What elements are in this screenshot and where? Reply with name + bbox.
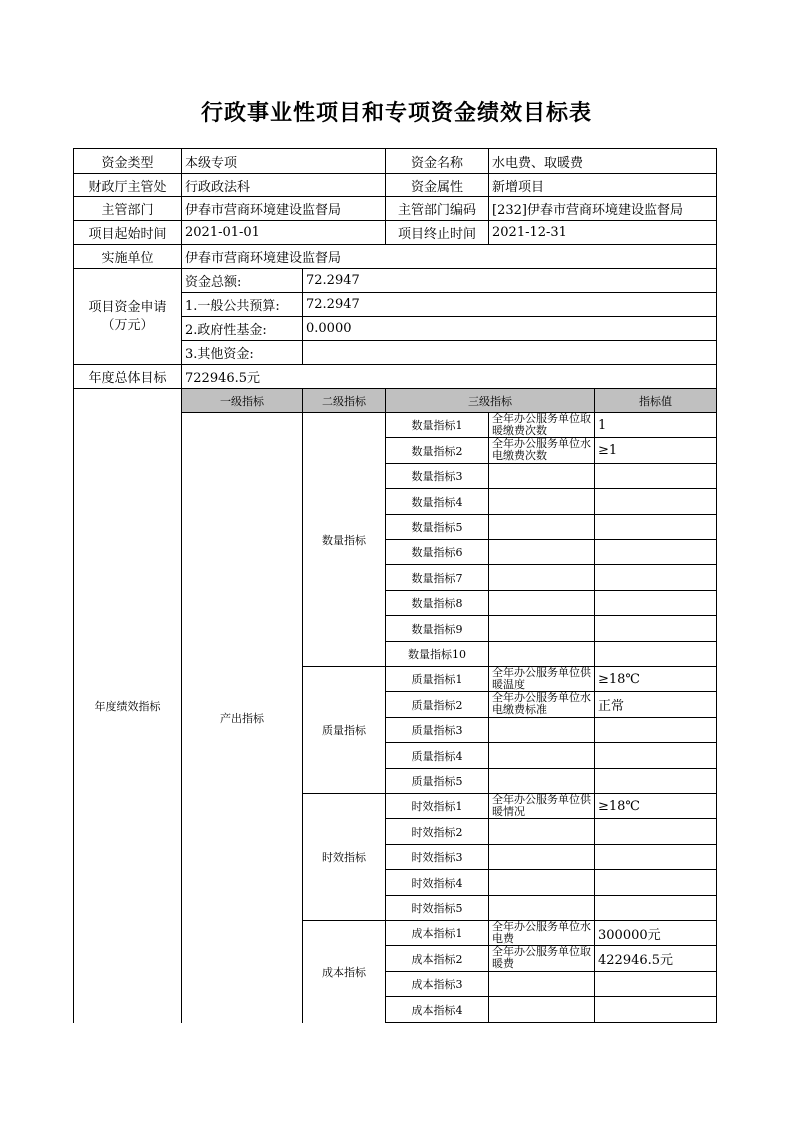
grid-line — [73, 220, 717, 221]
grid-line — [385, 196, 386, 221]
indicator-desc — [489, 540, 594, 564]
indicator-name: 数量指标5 — [411, 521, 463, 534]
funding-row-value: 0.0000 — [306, 321, 352, 336]
indicator-name: 数量指标6 — [411, 546, 463, 559]
indicator-desc — [489, 997, 594, 1022]
grid-line — [181, 340, 717, 341]
fund-name-value: 水电费、取暖费 — [492, 155, 584, 171]
indicator-value: ≥1 — [598, 443, 618, 458]
impl-label: 实施单位 — [101, 251, 154, 266]
grid-line — [181, 292, 717, 293]
grid-line — [488, 412, 489, 1023]
header-level2: 二级指标 — [303, 389, 385, 412]
indicator-desc: 全年办公服务单位取暖费 — [492, 946, 591, 970]
indicator-desc — [489, 616, 594, 641]
indicator-value: 300000元 — [598, 927, 661, 943]
authority-code-value: [232]伊春市营商环境建设监督局 — [492, 203, 683, 218]
grid-line — [385, 1022, 717, 1023]
indicator-group-label: 质量指标 — [322, 724, 366, 737]
indicator-desc — [489, 769, 594, 793]
indicator-value: ≥18℃ — [598, 798, 640, 814]
header-level3: 三级指标 — [386, 389, 594, 412]
dept-label: 财政厅主管处 — [88, 179, 167, 195]
end-value: 2021-12-31 — [492, 225, 567, 240]
indicator-value — [595, 540, 716, 564]
funding-row-label: 1.一般公共预算: — [185, 299, 280, 314]
indicator-desc: 全年办公服务单位供暖情况 — [492, 794, 591, 818]
grid-line — [73, 196, 717, 197]
indicator-value — [595, 591, 716, 615]
start-label: 项目起始时间 — [88, 227, 167, 242]
indicator-desc — [489, 845, 594, 869]
indicator-value — [595, 972, 716, 996]
grid-line — [181, 316, 717, 317]
grid-line — [73, 148, 717, 149]
indicator-value — [595, 515, 716, 539]
indicator-desc — [489, 819, 594, 844]
indicator-desc — [489, 896, 594, 920]
authority-code-label: 主管部门编码 — [397, 203, 476, 218]
indicator-name: 数量指标1 — [411, 419, 463, 432]
indicator-value — [595, 743, 716, 768]
indicator-value: 422946.5元 — [598, 953, 674, 968]
grid-line — [385, 148, 386, 174]
indicator-name: 数量指标4 — [411, 495, 463, 509]
funding-label: 项目资金申请（万元） — [88, 299, 167, 333]
fund-attr-value: 新增项目 — [492, 179, 545, 195]
funding-row-label: 资金总额: — [185, 275, 242, 290]
grid-line — [73, 244, 717, 245]
grid-line — [385, 173, 386, 197]
indicator-desc — [489, 591, 594, 615]
indicator-desc — [489, 642, 594, 666]
indicator-name: 质量指标2 — [411, 698, 463, 712]
indicator-desc — [489, 515, 594, 539]
indicator-name: 成本指标3 — [411, 978, 463, 991]
fund-name-label: 资金名称 — [410, 155, 463, 171]
funding-row-value: 72.2947 — [306, 273, 360, 288]
grid-line — [594, 388, 595, 1023]
indicator-desc: 全年办公服务单位供暖温度 — [492, 667, 591, 691]
grid-line — [488, 196, 489, 221]
indicator-value — [595, 769, 716, 793]
page-title: 行政事业性项目和专项资金绩效目标表 — [200, 101, 592, 126]
indicator-desc — [489, 565, 594, 590]
indicator-name: 数量指标2 — [411, 444, 463, 458]
indicator-value: 1 — [598, 417, 607, 433]
indicator-name: 时效指标4 — [411, 876, 463, 890]
funding-row-value — [303, 341, 716, 364]
indicator-desc — [489, 718, 594, 742]
header-value: 指标值 — [595, 389, 716, 412]
indicator-value — [595, 819, 716, 844]
funding-row-value: 72.2947 — [306, 297, 360, 312]
grid-line — [73, 148, 74, 1023]
indicator-value — [595, 464, 716, 488]
indicator-name: 时效指标5 — [411, 902, 463, 915]
dept-value: 行政政法科 — [185, 179, 251, 195]
end-label: 项目终止时间 — [397, 227, 476, 242]
indicator-value — [595, 489, 716, 514]
funding-row-label: 2.政府性基金: — [185, 323, 267, 338]
indicator-value — [595, 642, 716, 666]
indicator-name: 成本指标4 — [411, 1003, 463, 1017]
grid-line — [302, 388, 303, 1023]
grid-line — [488, 220, 489, 245]
indicator-value — [595, 616, 716, 641]
grid-line — [385, 388, 386, 1023]
level1-label: 产出指标 — [220, 711, 264, 725]
header-level1: 一级指标 — [182, 389, 302, 412]
indicator-name: 时效指标2 — [411, 825, 463, 839]
fund-attr-label: 资金属性 — [410, 179, 463, 195]
section-label: 年度绩效指标 — [94, 699, 161, 713]
authority-value: 伊春市营商环境建设监督局 — [185, 203, 342, 218]
indicator-name: 质量指标1 — [411, 673, 463, 686]
grid-line — [302, 268, 303, 365]
indicator-name: 时效指标3 — [411, 851, 463, 864]
start-value: 2021-01-01 — [185, 225, 260, 240]
indicator-name: 成本指标1 — [411, 927, 463, 940]
impl-value: 伊春市营商环境建设监督局 — [185, 251, 342, 266]
indicator-name: 数量指标8 — [411, 597, 463, 610]
grid-line — [73, 173, 717, 174]
grid-line — [488, 148, 489, 174]
indicator-name: 质量指标5 — [411, 775, 463, 788]
grid-line — [716, 148, 717, 1023]
indicator-name: 质量指标3 — [411, 724, 463, 737]
indicator-value: ≥18℃ — [598, 671, 640, 687]
indicator-name: 数量指标9 — [411, 622, 463, 636]
indicator-desc — [489, 870, 594, 895]
indicator-value — [595, 997, 716, 1022]
indicator-desc: 全年办公服务单位取暖缴费次数 — [492, 413, 591, 437]
indicator-desc: 全年办公服务单位水电缴费次数 — [492, 438, 591, 462]
fund-type-label: 资金类型 — [101, 155, 154, 171]
indicator-name: 数量指标7 — [411, 571, 463, 585]
indicator-name: 数量指标3 — [411, 470, 463, 483]
indicator-value — [595, 870, 716, 895]
indicator-group-label: 数量指标 — [322, 533, 366, 547]
indicator-desc — [489, 464, 594, 488]
indicator-desc — [489, 489, 594, 514]
indicator-value: 正常 — [598, 699, 625, 714]
indicator-value — [595, 565, 716, 590]
indicator-value — [595, 896, 716, 920]
funding-row-label: 3.其他资金: — [185, 347, 254, 362]
indicator-name: 数量指标10 — [408, 648, 466, 661]
grid-line — [488, 173, 489, 197]
authority-label: 主管部门 — [101, 203, 154, 218]
indicator-name: 质量指标4 — [411, 749, 463, 763]
grid-line — [181, 148, 182, 1023]
indicator-value — [595, 845, 716, 869]
indicator-desc: 全年办公服务单位水电费 — [492, 921, 591, 945]
fund-type-value: 本级专项 — [185, 155, 238, 171]
indicator-value — [595, 718, 716, 742]
indicator-group-label: 时效指标 — [322, 851, 366, 864]
annual-goal-label: 年度总体目标 — [88, 371, 167, 386]
annual-goal-value: 722946.5元 — [185, 371, 261, 386]
indicator-desc — [489, 743, 594, 768]
grid-line — [385, 220, 386, 245]
indicator-desc — [489, 972, 594, 996]
indicator-desc: 全年办公服务单位水电缴费标准 — [492, 692, 591, 716]
indicator-group-label: 成本指标 — [322, 965, 366, 979]
indicator-name: 时效指标1 — [411, 800, 463, 813]
indicator-name: 成本指标2 — [411, 952, 463, 966]
